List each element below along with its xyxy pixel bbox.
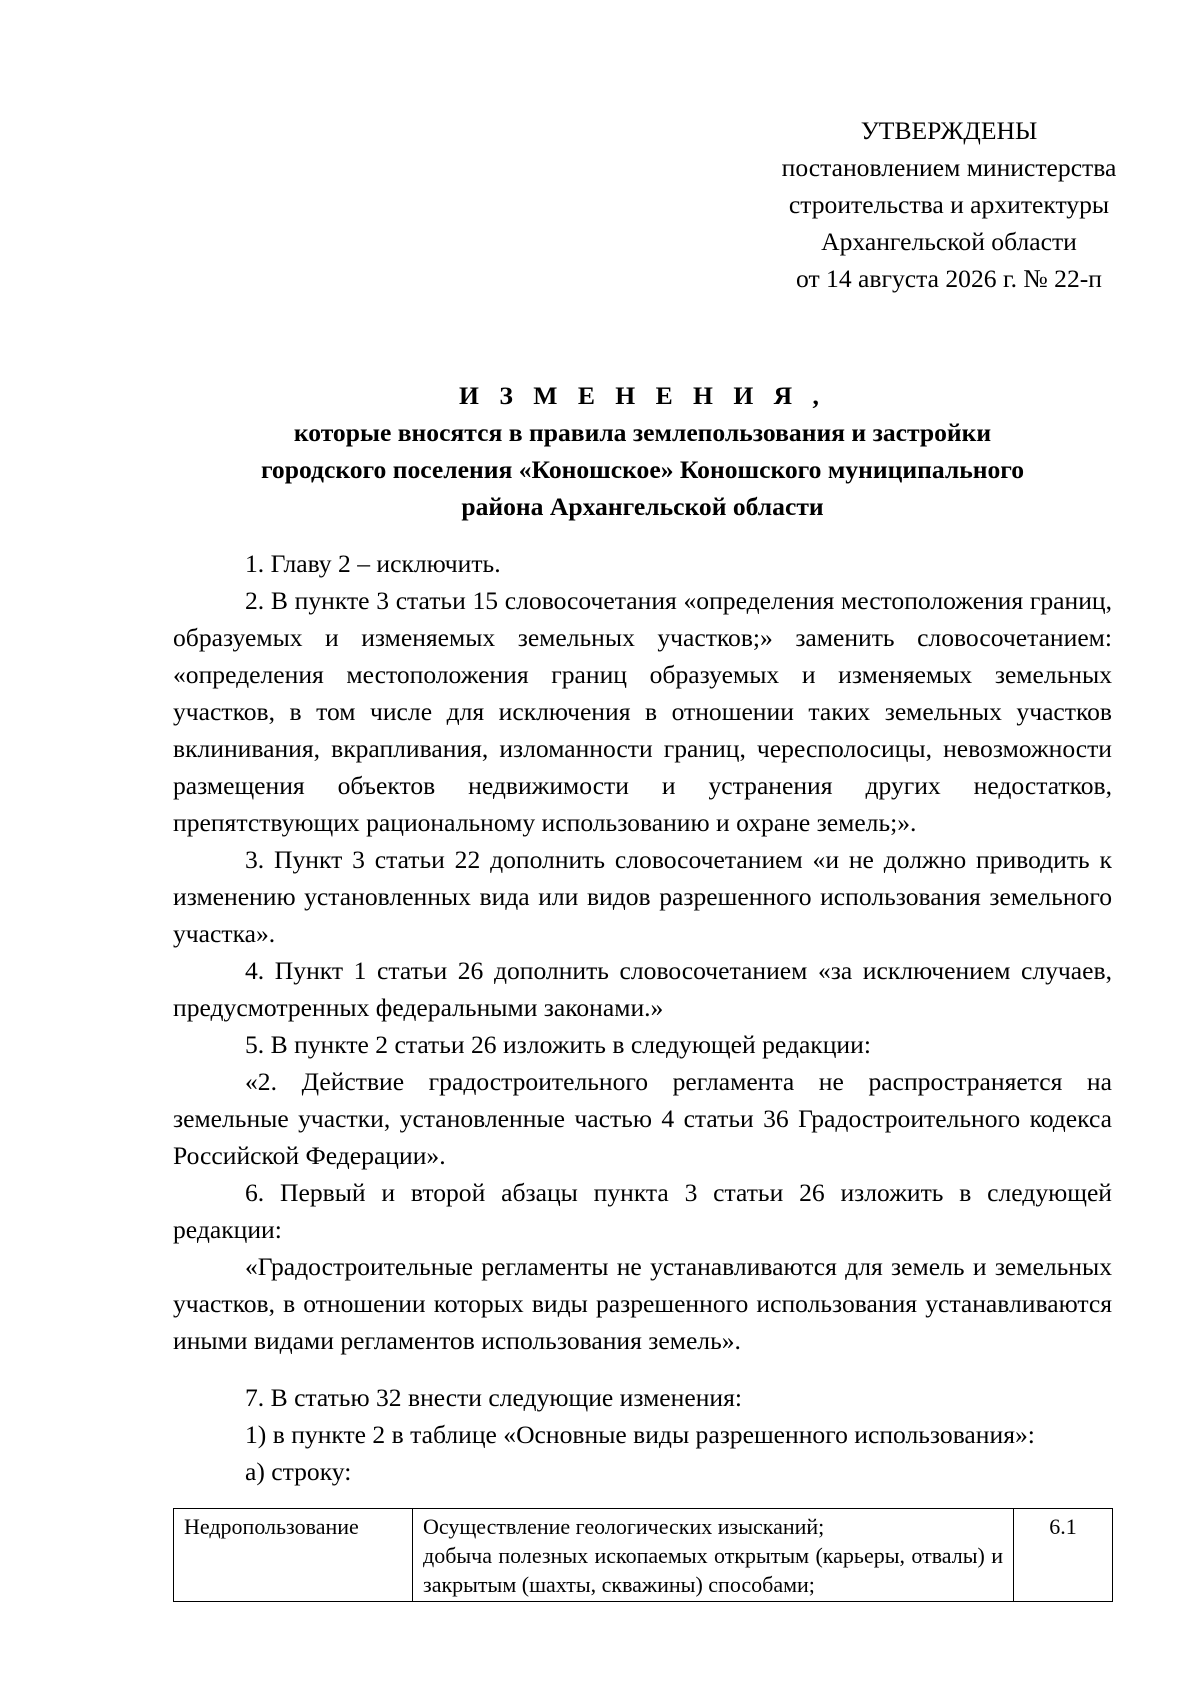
title-subline: которые вносятся в правила землепользования и застройки bbox=[293, 418, 992, 447]
table-row bbox=[174, 1509, 1113, 1602]
approval-stamp bbox=[733, 112, 1165, 297]
title-subline: района Архангельской области bbox=[461, 492, 824, 521]
paragraph-5: 5. В пункте 2 статьи 26 изложить в следующей редакции: bbox=[245, 1030, 871, 1059]
paragraph-7-item-1: 1) в пункте 2 в таблице «Основные виды разрешенного использования»: bbox=[245, 1420, 1035, 1449]
paragraph-4: 4. Пункт 1 статьи 26 дополнить словосочетанием «за исключением случаев, предусмотренных федеральными законами.» bbox=[173, 956, 1112, 1022]
approval-line: Архангельской области bbox=[821, 227, 1077, 256]
paragraph-3: 3. Пункт 3 статьи 22 дополнить словосочетанием «и не должно приводить к изменению установленных вида или видов разрешенного использования земельного участка». bbox=[173, 845, 1112, 948]
description-line: добыча полезных ископаемых открытым (карьеры, отвалы) и закрытым (шахты, скважины) способами; bbox=[423, 1543, 1003, 1597]
paragraph-5-quote: «2. Действие градостроительного регламента не распространяется на земельные участки, установленные частью 4 статьи 36 Градостроительного кодекса Российской Федерации». bbox=[173, 1067, 1112, 1170]
table-cell-code: 6.1 bbox=[1014, 1509, 1113, 1602]
land-use-table-row bbox=[173, 1508, 1113, 1602]
table-cell-name: Недропользование bbox=[174, 1509, 413, 1602]
document-body bbox=[173, 545, 1112, 1490]
table-cell-description bbox=[413, 1509, 1014, 1602]
paragraph-2: 2. В пункте 3 статьи 15 словосочетания «определения местоположения границ, образуемых и изменяемых земельных участков;» заменить словосочетанием: «определения местоположения границ образуемых и изменяемых земельных участков, в том числе для исключения в отношении таких земельных участков вклинивания, вкрапливания, изломанности границ, чересполосицы, невозможности размещения объектов недвижимости и устранения других недостатков, препятствующих рациональному использованию и охране земель;». bbox=[173, 586, 1112, 837]
title-subline: городского поселения «Коношское» Коношского муниципального bbox=[260, 455, 1025, 484]
paragraph-7-item-a: а) строку: bbox=[245, 1457, 352, 1486]
approval-line: постановлением министерства bbox=[781, 153, 1117, 182]
paragraph-1: 1. Главу 2 – исключить. bbox=[245, 549, 501, 578]
document-title bbox=[173, 377, 1112, 525]
paragraph-6-quote: «Градостроительные регламенты не устанавливаются для земель и земельных участков, в отношении которых виды разрешенного использования устанавливаются иными видами регламентов использования земель». bbox=[173, 1252, 1112, 1355]
paragraph-7: 7. В статью 32 внести следующие изменения: bbox=[245, 1383, 742, 1412]
approval-heading: УТВЕРЖДЕНЫ bbox=[860, 116, 1038, 145]
approval-line: строительства и архитектуры bbox=[788, 190, 1110, 219]
description-line: Осуществление геологических изысканий; bbox=[423, 1514, 825, 1539]
approval-date-number: от 14 августа 2026 г. № 22-п bbox=[795, 264, 1102, 293]
paragraph-6: 6. Первый и второй абзацы пункта 3 статьи 26 изложить в следующей редакции: bbox=[173, 1178, 1112, 1244]
title-main: И З М Е Н Е Н И Я , bbox=[459, 381, 826, 410]
